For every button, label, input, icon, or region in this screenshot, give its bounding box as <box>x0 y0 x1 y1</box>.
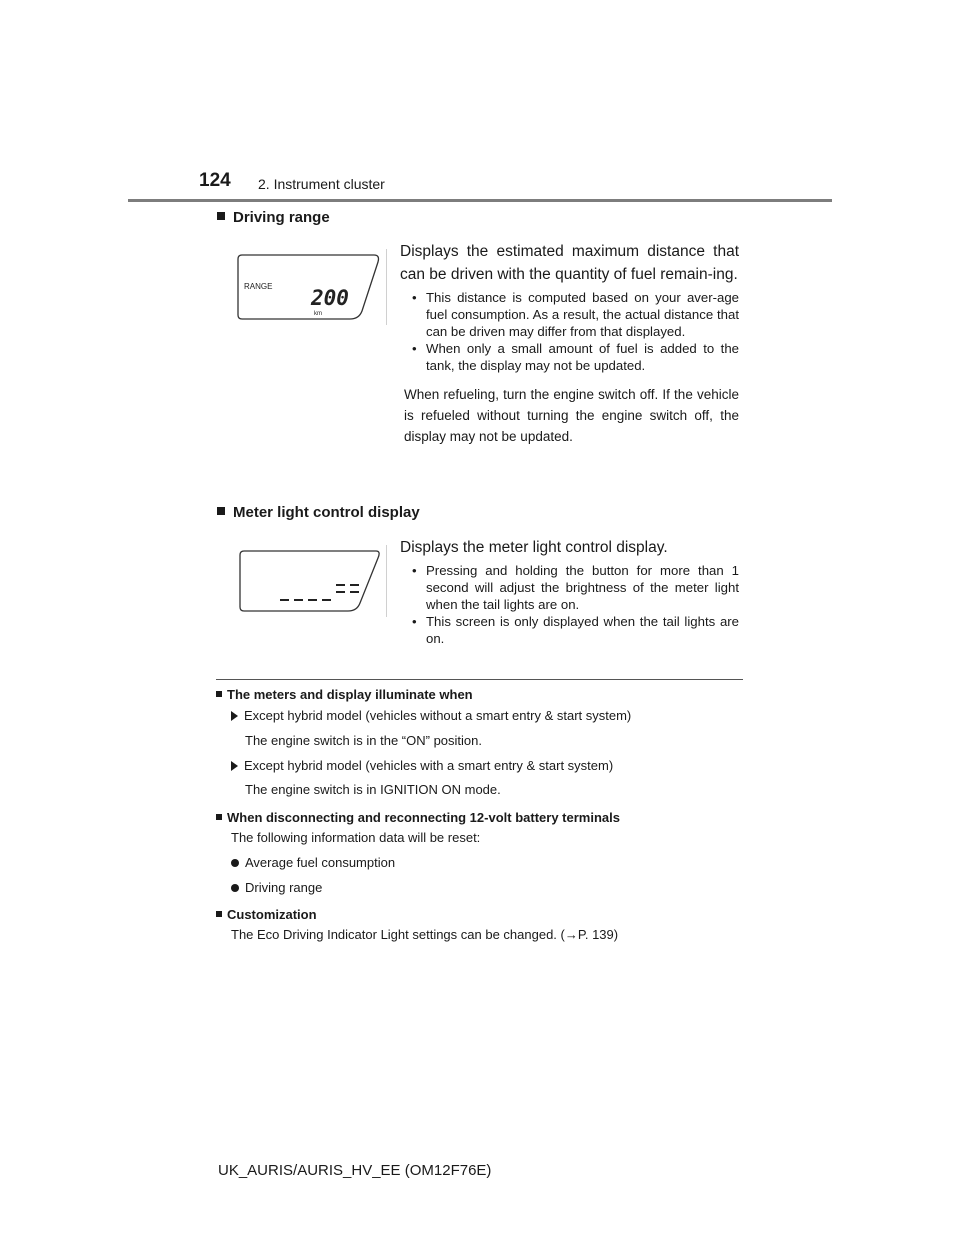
square-bullet-icon <box>217 507 225 515</box>
list-item: • When only a small amount of fuel is added to the tank, the display may not be updated. <box>412 341 739 373</box>
note-illuminate-title: The meters and display illuminate when <box>216 686 473 704</box>
driving-range-lead: Displays the estimated maximum distance that can be driven with the quantity of fuel remain-ing. <box>400 243 739 283</box>
note-customization-text: The Eco Driving Indicator Light settings can be changed. (→P. 139) <box>231 927 619 942</box>
triangle-bullet-icon <box>231 761 238 771</box>
meter-light-figure <box>234 545 387 617</box>
range-label: RANGE <box>244 282 273 291</box>
note-illuminate-condition-1: Except hybrid model (vehicles without a smart entry & start system) <box>231 708 631 723</box>
range-display-figure <box>234 249 387 325</box>
note-battery-title: When disconnecting and reconnecting 12-volt battery terminals <box>216 809 620 827</box>
meter-light-bullets <box>400 562 739 647</box>
page-number: 124 <box>199 170 231 191</box>
driving-range-bullets <box>400 289 739 374</box>
note-illuminate-text-2: The engine switch is in IGNITION ON mode. <box>245 782 501 797</box>
range-value: 200 <box>311 286 349 310</box>
brightness-segment <box>294 599 303 601</box>
list-item: • Pressing and holding the button for more than 1 second will adjust the brightness of the meter light when the tail lights are on. <box>412 563 739 612</box>
square-bullet-icon <box>217 212 225 220</box>
square-bullet-icon <box>216 911 222 917</box>
square-bullet-icon <box>216 691 222 697</box>
range-unit: km <box>314 311 322 317</box>
brightness-segment <box>336 584 345 586</box>
brightness-segment <box>350 584 359 586</box>
note-illuminate-text-1: The engine switch is in the “ON” position. <box>245 733 482 748</box>
header-divider <box>128 199 832 202</box>
square-bullet-icon <box>216 814 222 820</box>
driving-range-note: When refueling, turn the engine switch off. If the vehicle is refueled without turning the engine switch off, the display may not be updated. <box>404 387 739 444</box>
section-heading-driving-range: Driving range <box>217 209 330 227</box>
brightness-segment <box>336 591 345 593</box>
note-battery-intro: The following information data will be reset: <box>231 830 481 845</box>
round-bullet-icon <box>231 884 239 892</box>
meter-light-lead: Displays the meter light control display. <box>400 539 668 556</box>
meter-light-body <box>400 536 739 647</box>
note-illuminate-condition-2: Except hybrid model (vehicles with a smart entry & start system) <box>231 758 613 773</box>
brightness-segment <box>280 599 289 601</box>
triangle-bullet-icon <box>231 711 238 721</box>
notes-divider <box>216 679 743 680</box>
brightness-segment <box>350 591 359 593</box>
list-item: • This screen is only displayed when the tail lights are on. <box>412 614 739 646</box>
brightness-segment <box>322 599 331 601</box>
document-footer: UK_AURIS/AURIS_HV_EE (OM12F76E) <box>218 1162 492 1179</box>
round-bullet-icon <box>231 859 239 867</box>
list-item: • This distance is computed based on your aver-age fuel consumption. As a result, the actual distance that can be driven may differ from that displayed. <box>412 290 739 339</box>
note-battery-item-2: Driving range <box>231 880 322 895</box>
range-display-illustration <box>234 249 386 325</box>
driving-range-body <box>400 240 739 447</box>
section-heading-meter-light: Meter light control display <box>217 504 420 522</box>
note-customization-title: Customization <box>216 906 317 924</box>
chapter-title: 2. Instrument cluster <box>258 176 385 192</box>
meter-light-illustration <box>234 545 386 617</box>
brightness-segment <box>308 599 317 601</box>
note-battery-item-1: Average fuel consumption <box>231 855 395 870</box>
